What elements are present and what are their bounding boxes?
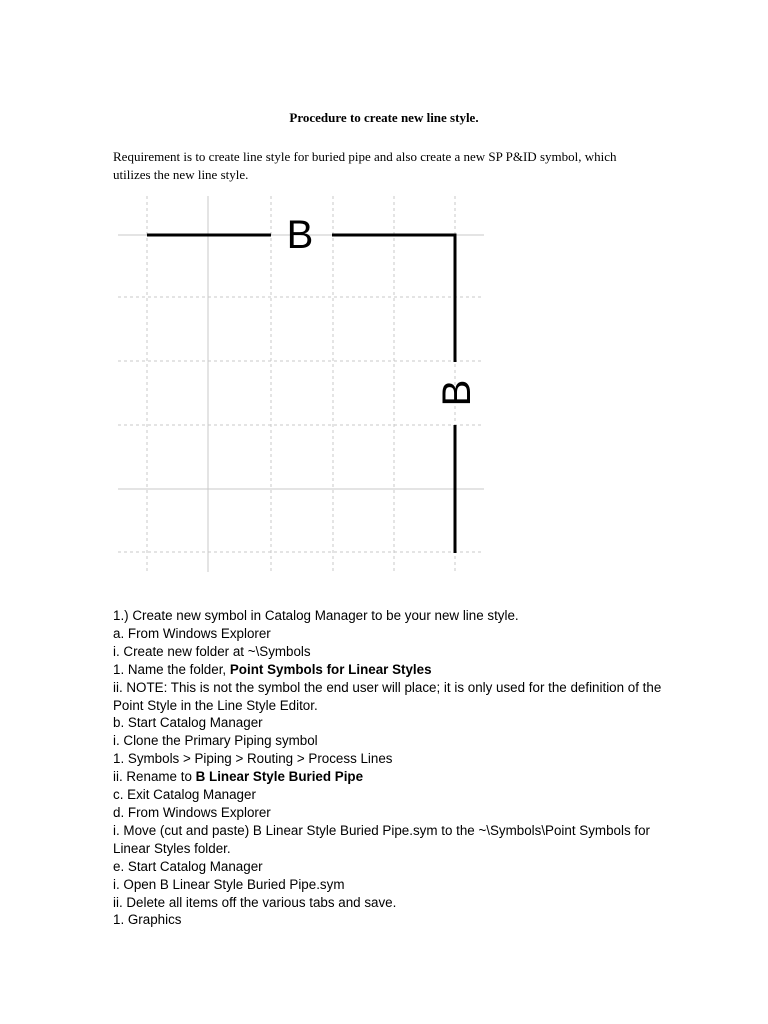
step-line: c. Exit Catalog Manager [113, 787, 256, 803]
buried-pipe-line [147, 235, 455, 553]
horizontal-b-label: B [286, 213, 314, 257]
step-line: a. From Windows Explorer [113, 625, 271, 641]
procedure-steps [113, 607, 673, 929]
step-line: i. Create new folder at ~\Symbols [113, 643, 311, 659]
step-line: 1. Graphics [113, 912, 182, 928]
step-line: i. Move (cut and paste) B Linear Style Buried Pipe.sym to the ~\Symbols\Point Symbols for Linear Styles folder. [113, 822, 650, 856]
step-line: i. Open B Linear Style Buried Pipe.sym [113, 876, 345, 892]
step-line: d. From Windows Explorer [113, 804, 271, 820]
line-style-diagram [118, 196, 488, 576]
step-line: b. Start Catalog Manager [113, 715, 263, 731]
vertical-b-label: B [435, 379, 479, 407]
folder-name-bold: Point Symbols for Linear Styles [229, 661, 432, 677]
step-line: ii. Delete all items off the various tabs and save. [113, 894, 397, 910]
step-line: 1. Symbols > Piping > Routing > Process Lines [113, 751, 393, 767]
page-title: Procedure to create new line style. [289, 110, 479, 125]
symbol-name-bold: B Linear Style Buried Pipe [195, 769, 364, 785]
step-line: i. Clone the Primary Piping symbol [113, 733, 318, 749]
step-line: 1. Name the folder, Point Symbols for Linear Styles [113, 661, 432, 677]
step-line: e. Start Catalog Manager [113, 858, 263, 874]
step-line: ii. NOTE: This is not the symbol the end user will place; it is only used for the definition of the Point Style in the Line Style Editor. [113, 679, 662, 713]
step-line: 1.) Create new symbol in Catalog Manager to be your new line style. [113, 608, 519, 623]
step-line: ii. Rename to B Linear Style Buried Pipe [113, 769, 364, 785]
intro-paragraph: Requirement is to create line style for buried pipe and also create a new SP P&ID symbol, which utilizes the new line style. [113, 149, 617, 182]
